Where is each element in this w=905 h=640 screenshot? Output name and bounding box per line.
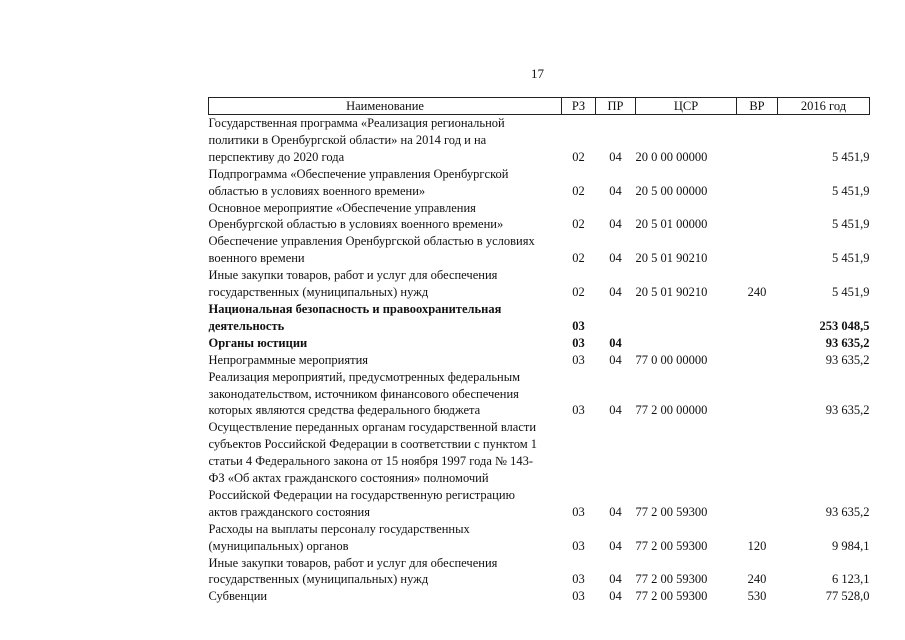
row-vr [737,419,778,520]
column-header-csr: ЦСР [636,98,737,115]
row-name-line: Органы юстиции [208,335,308,350]
row-csr: 20 5 00 00000 [635,183,708,198]
row-name-line: Субвенции [208,589,268,604]
column-header-name: Наименование [209,98,562,115]
row-name [209,200,562,234]
row-vr [737,115,778,166]
row-name [209,419,562,520]
row-vr [737,166,778,200]
table-row [209,200,870,234]
row-name [209,521,562,555]
row-amount: 93 635,2 [825,504,870,519]
row-rz: 03 [572,538,585,553]
row-name [209,166,562,200]
row-name-line: ФЗ «Об актах гражданского состояния» полномочий [208,471,489,486]
row-amount: 9 984,1 [832,538,870,553]
column-header-rz: РЗ [562,98,596,115]
row-name-line: Национальная безопасность и правоохранительная [208,301,502,316]
row-name-line: деятельность [208,318,285,333]
row-csr: 77 2 00 00000 [635,403,708,418]
row-name-line: Осуществление переданных органам государственной власти [208,420,537,435]
row-name-line: Российской Федерации на государственную регистрацию [208,487,515,502]
row-vr: 240 [747,285,767,300]
row-vr [737,369,778,420]
row-amount: 6 123,1 [832,572,870,587]
row-name [209,115,562,166]
row-pr: 04 [609,572,622,587]
table-row [209,267,870,301]
column-header-vr: ВР [737,98,778,115]
row-rz: 03 [572,335,585,350]
row-csr: 20 0 00 00000 [635,149,708,164]
row-rz: 03 [572,403,585,418]
row-name-line: субъектов Российской Федерации в соответствии с пунктом 1 [208,437,537,452]
page-number: 17 [531,66,544,81]
row-csr: 77 2 00 59300 [635,504,708,519]
row-csr: 20 5 01 00000 [635,217,708,232]
table-row [209,115,870,166]
row-name-line: Реализация мероприятий, предусмотренных федеральным [208,369,521,384]
budget-table [208,97,870,605]
row-amount: 93 635,2 [825,335,870,350]
row-name-line: государственных (муниципальных) нужд [208,285,429,300]
table-row [209,521,870,555]
row-name [209,369,562,420]
row-csr [636,301,737,335]
row-name-line: военного времени [208,251,305,266]
table-row [209,555,870,589]
row-amount: 77 528,0 [825,589,870,604]
row-csr: 20 5 01 90210 [635,251,708,266]
row-csr: 77 2 00 59300 [635,589,708,604]
row-name [209,267,562,301]
row-pr: 04 [609,183,622,198]
row-pr: 04 [609,149,622,164]
row-name-line: государственных (муниципальных) нужд [208,572,429,587]
row-rz: 03 [572,318,585,333]
row-name-line: Расходы на выплаты персоналу государственных [208,521,470,536]
row-rz: 02 [572,183,585,198]
table-row [209,352,870,369]
row-name [209,352,562,369]
column-header-amount: 2016 год [778,98,870,115]
row-vr: 120 [747,538,767,553]
row-pr: 04 [609,335,622,350]
row-pr: 04 [609,538,622,553]
row-csr: 20 5 01 90210 [635,285,708,300]
row-name-line: политики в Оренбургской области» на 2014 год и на [208,132,487,147]
row-pr [596,301,636,335]
row-rz: 02 [572,217,585,232]
table-row [209,369,870,420]
row-vr: 240 [747,572,767,587]
row-vr [737,352,778,369]
row-amount: 93 635,2 [825,403,870,418]
row-pr: 04 [609,589,622,604]
row-pr: 04 [609,403,622,418]
row-name-line: актов гражданского состояния [208,504,370,519]
row-rz: 02 [572,251,585,266]
table-row [209,301,870,335]
row-rz: 02 [572,149,585,164]
row-amount: 5 451,9 [832,217,870,232]
row-name-line: Непрограммные мероприятия [208,352,369,367]
row-name-line: Оренбургской областью в условиях военного времени» [208,217,504,232]
row-name-line: Иные закупки товаров, работ и услуг для обеспечения [208,268,498,283]
row-name-line: Обеспечение управления Оренбургской областью в условиях [208,234,535,249]
row-name-line: Подпрограмма «Обеспечение управления Оренбургской [208,166,509,181]
row-name [209,335,562,352]
row-vr: 530 [747,589,767,604]
row-name-line: (муниципальных) органов [208,538,349,553]
row-amount: 253 048,5 [819,318,870,333]
row-amount: 5 451,9 [832,285,870,300]
table-header-row [209,98,870,115]
table-row [209,335,870,352]
row-amount: 5 451,9 [832,251,870,266]
row-csr [636,335,737,352]
row-rz: 03 [572,589,585,604]
row-csr: 77 2 00 59300 [635,572,708,587]
row-csr: 77 0 00 00000 [635,352,708,367]
row-csr: 77 2 00 59300 [635,538,708,553]
row-rz: 03 [572,504,585,519]
row-pr: 04 [609,285,622,300]
row-pr: 04 [609,352,622,367]
row-name-line: областью в условиях военного времени» [208,183,426,198]
row-vr [737,233,778,267]
row-amount: 5 451,9 [832,149,870,164]
row-vr [737,335,778,352]
row-name [209,233,562,267]
table-body [209,115,870,606]
row-vr [737,200,778,234]
row-name-line: статьи 4 Федерального закона от 15 ноября 1997 года № 143- [208,454,533,469]
row-name-line: перспективу до 2020 года [208,149,345,164]
row-name [209,555,562,589]
row-name [209,588,562,605]
row-name-line: Основное мероприятие «Обеспечение управления [208,200,476,215]
row-rz: 03 [572,572,585,587]
table-row [209,166,870,200]
row-name-line: Иные закупки товаров, работ и услуг для обеспечения [208,555,498,570]
column-header-pr: ПР [596,98,636,115]
table-row [209,588,870,605]
row-pr: 04 [609,251,622,266]
row-pr: 04 [609,504,622,519]
row-vr [737,301,778,335]
table-row [209,233,870,267]
row-rz: 02 [572,285,585,300]
row-name [209,301,562,335]
row-amount: 5 451,9 [832,183,870,198]
table-row [209,419,870,520]
row-name-line: Государственная программа «Реализация региональной [208,116,505,130]
row-name-line: законодательством, источником финансового обеспечения [208,386,519,401]
row-pr: 04 [609,217,622,232]
row-amount: 93 635,2 [825,352,870,367]
row-name-line: которых являются средства федерального бюджета [208,403,481,418]
row-rz: 03 [572,352,585,367]
